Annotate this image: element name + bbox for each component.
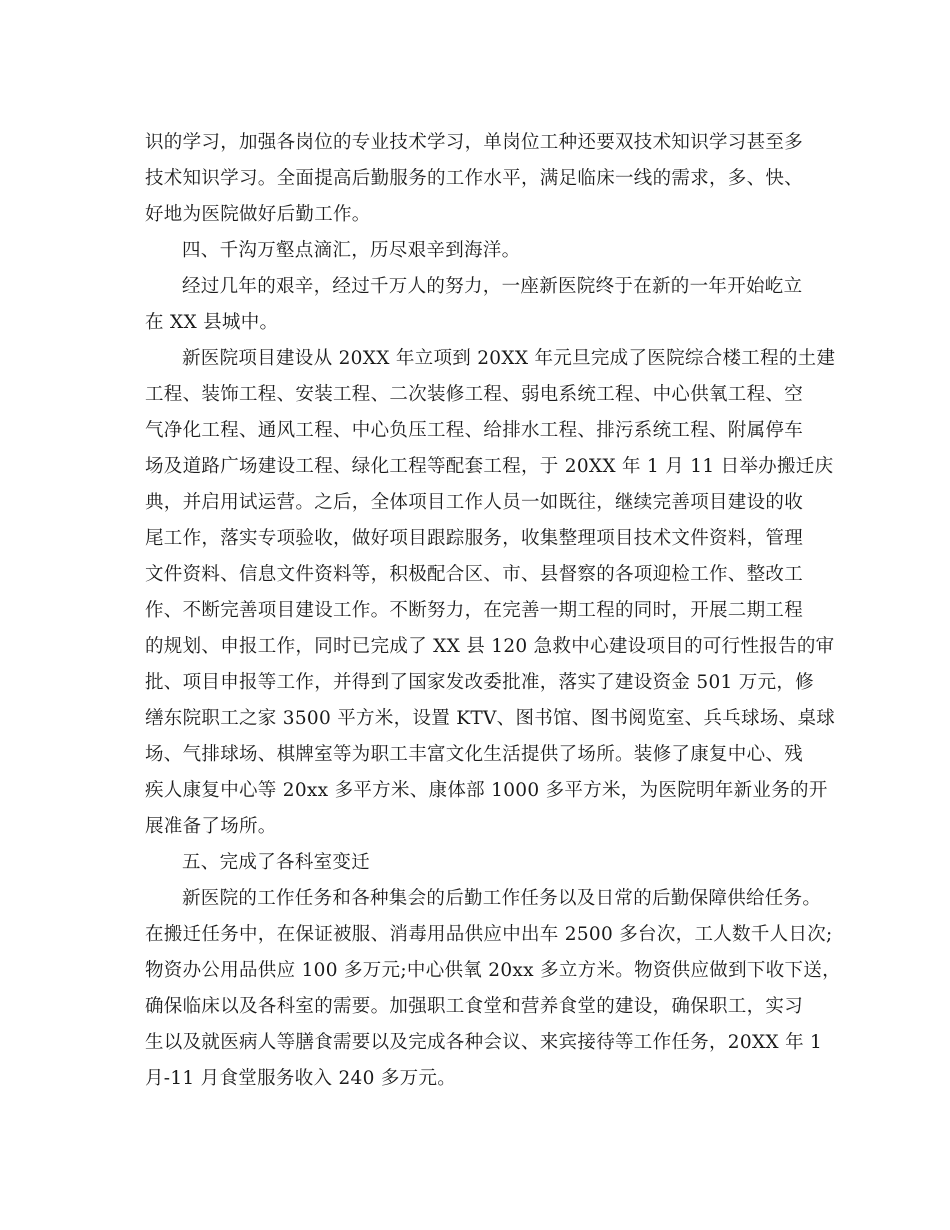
text-line: 物资办公用品供应 100 多万元;中心供氧 20xx 多立方米。物资供应做到下收下送， (145, 960, 841, 981)
text-line: 文件资料、信息文件资料等，积极配合区、市、县督察的各项迎检工作、整改工 (145, 564, 804, 585)
text-line: 展准备了场所。 (145, 816, 277, 837)
text-line: 识的学习，加强各岗位的专业技术学习，单岗位工种还要双技术知识学习甚至多 (145, 132, 804, 153)
text-line: 典，并启用试运营。之后，全体项目工作人员一如既往，继续完善项目建设的收 (145, 492, 804, 513)
text-line: 场、气排球场、棋牌室等为职工丰富文化生活提供了场所。装修了康复中心、残 (145, 744, 804, 765)
section-heading: 五、完成了各科室变迁 (182, 852, 371, 873)
text-line: 气净化工程、通风工程、中心负压工程、给排水工程、排污系统工程、附属停车 (145, 420, 804, 441)
text-line: 生以及就医病人等膳食需要以及完成各种会议、来宾接待等工作任务，20XX 年 1 (145, 1032, 823, 1053)
text-line: 批、项目申报等工作，并得到了国家发改委批准，落实了建设资金 501 万元，修 (145, 672, 814, 693)
text-line: 作、不断完善项目建设工作。不断努力，在完善一期工程的同时，开展二期工程 (145, 600, 804, 621)
text-line: 场及道路广场建设工程、绿化工程等配套工程，于 20XX 年 1 月 11 日举办搬迁庆 (145, 456, 834, 477)
section-heading: 四、千沟万壑点滴汇，历尽艰辛到海洋。 (182, 240, 521, 261)
text-line: 新医院项目建设从 20XX 年立项到 20XX 年元旦完成了医院综合楼工程的土建 (182, 348, 836, 369)
text-line: 在搬迁任务中，在保证被服、消毒用品供应中出车 2500 多台次，工人数千人日次; (145, 924, 833, 945)
text-line: 确保临床以及各科室的需要。加强职工食堂和营养食堂的建设，确保职工，实习 (145, 996, 804, 1017)
text-line: 好地为医院做好后勤工作。 (145, 204, 371, 225)
text-line: 尾工作，落实专项验收，做好项目跟踪服务，收集整理项目技术文件资料，管理 (145, 528, 804, 549)
text-line: 疾人康复中心等 20xx 多平方米、康体部 1000 多平方米，为医院明年新业务的开 (145, 780, 828, 801)
text-line: 技术知识学习。全面提高后勤服务的工作水平，满足临床一线的需求，多、快、 (145, 168, 804, 189)
text-line: 的规划、申报工作，同时已完成了 XX 县 120 急救中心建设项目的可行性报告的审 (145, 636, 835, 657)
text-line: 缮东院职工之家 3500 平方米，设置 KTV、图书馆、图书阅览室、兵乓球场、桌球 (145, 708, 836, 729)
text-line: 工程、装饰工程、安装工程、二次装修工程、弱电系统工程、中心供氧工程、空 (145, 384, 804, 405)
text-line: 经过几年的艰辛，经过千万人的努力，一座新医院终于在新的一年开始屹立 (182, 276, 803, 297)
text-line: 月-11 月食堂服务收入 240 多万元。 (145, 1068, 457, 1089)
text-line: 新医院的工作任务和各种集会的后勤工作任务以及日常的后勤保障供给任务。 (182, 888, 822, 909)
text-line: 在 XX 县城中。 (145, 312, 279, 333)
